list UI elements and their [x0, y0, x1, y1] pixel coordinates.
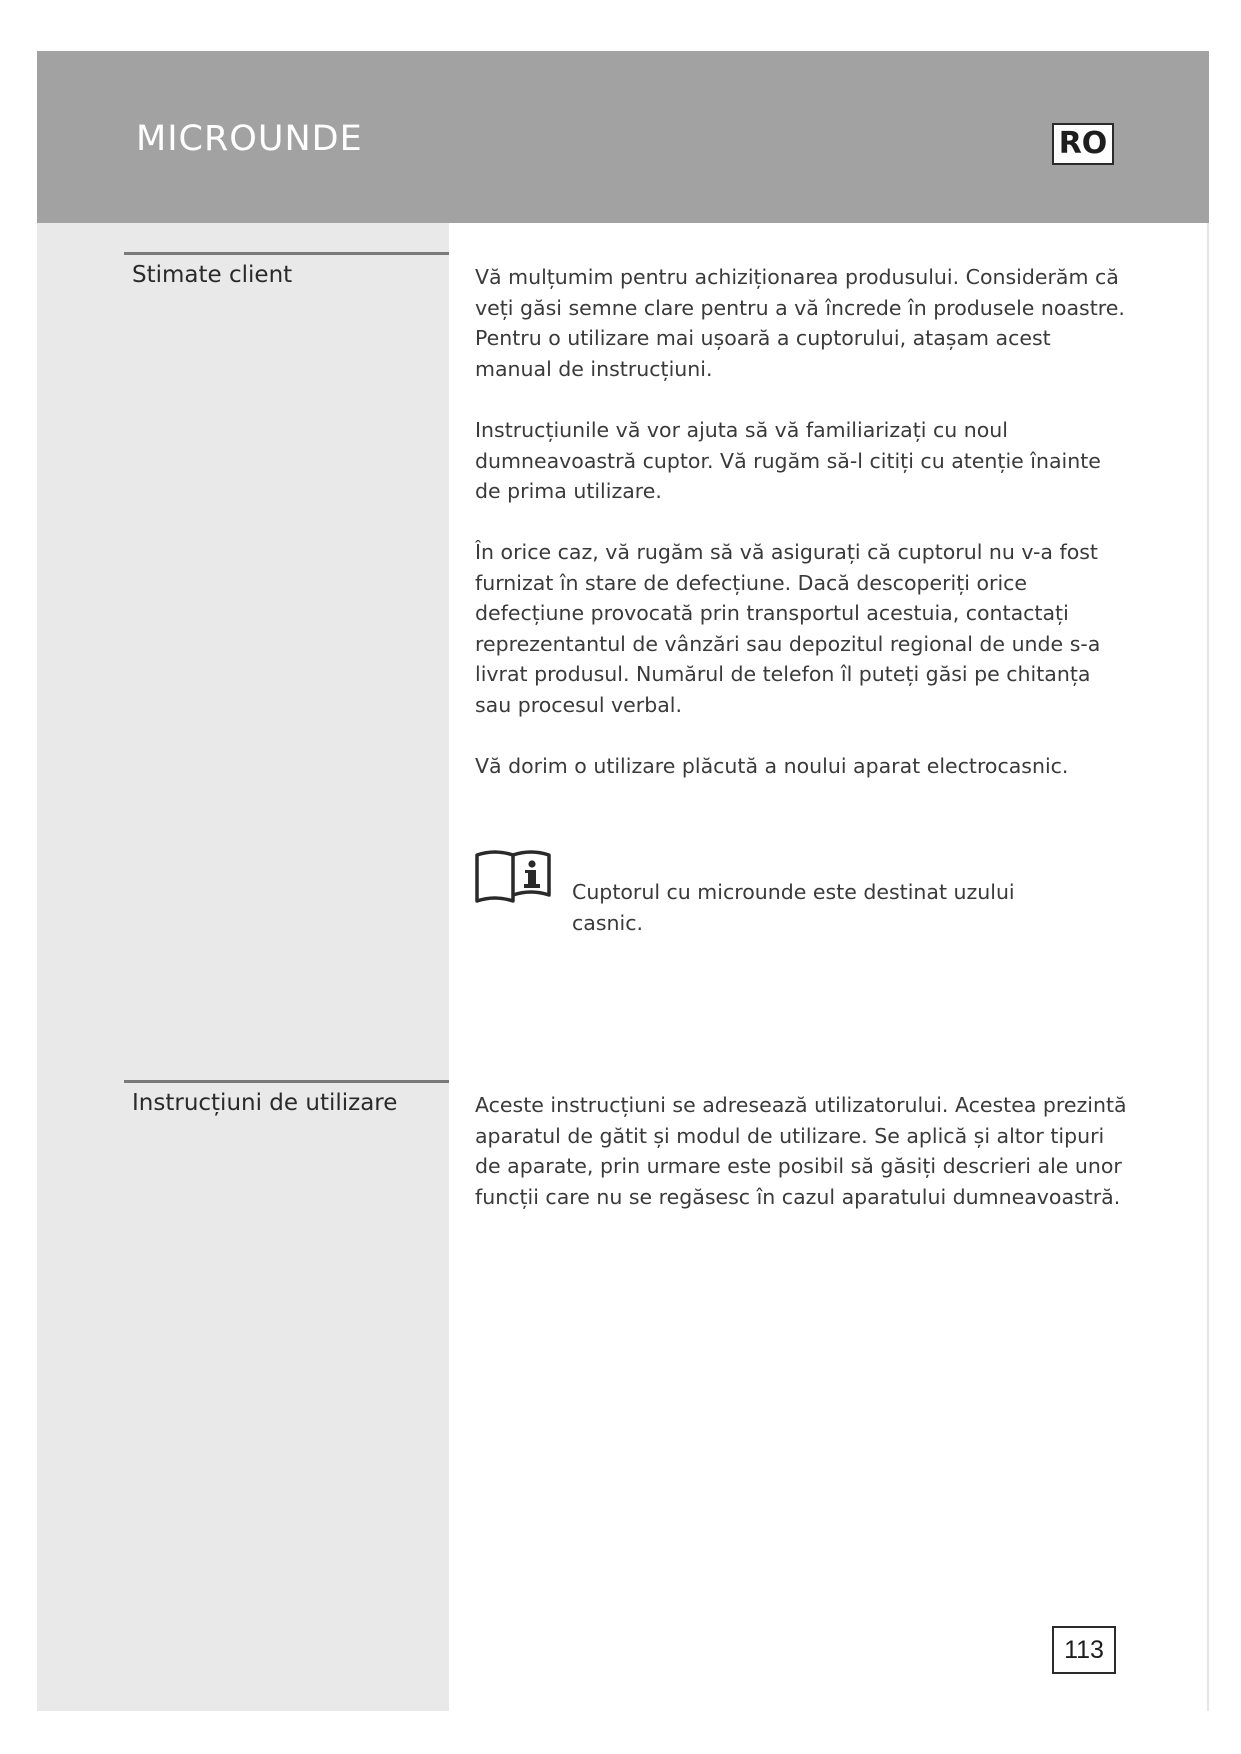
header-band: [37, 51, 1209, 223]
usage-paragraph: Aceste instrucțiuni se adresează utilizatorului. Acestea prezintă aparatul de gătit și modul de utilizare. Se aplică și altor tipuri de aparate, prin urmare este posibil să găsiți descrieri ale unor funcții care nu se regăsesc în cazul aparatului dumneavoastră.: [475, 1093, 1127, 1209]
sidebar-column: [37, 223, 449, 1711]
greeting-paragraph-3: În orice caz, vă rugăm să vă asigurați că cuptorul nu v-a fost furnizat în stare de defecțiune. Dacă descoperiți orice defecțiune provocată prin transportul acestuia, contactați reprezentantul de vânzări sau depozitul regional de unde s-a livrat produsul. Numărul de telefon îl puteți găsi pe chitanța sau procesul verbal.: [475, 540, 1101, 717]
page-title: MICROUNDE: [136, 119, 363, 159]
section-divider: [124, 252, 449, 255]
greeting-paragraph-1: Vă mulțumim pentru achiziționarea produsului. Considerăm că veți găsi semne clare pentru a vă încrede în produsele noastre. Pentru o utilizare mai ușoară a cuptorului, atașam acest manual de instrucțiuni.: [475, 265, 1125, 381]
greeting-paragraph-4: Vă dorim o utilizare plăcută a noului aparat electrocasnic.: [475, 754, 1069, 778]
language-badge: RO: [1052, 123, 1114, 165]
greeting-paragraph-2: Instrucțiunile vă vor ajuta să vă familiarizați cu noul dumneavoastră cuptor. Vă rugăm să-l citiți cu atenție înainte de prima utilizare.: [475, 418, 1101, 504]
section-heading-usage: Instrucțiuni de utilizare: [132, 1090, 398, 1116]
manual-info-icon: [475, 845, 555, 905]
section-divider: [124, 1080, 449, 1083]
section-heading-greeting: Stimate client: [132, 262, 293, 288]
info-note: Cuptorul cu microunde este destinat uzului casnic.: [572, 880, 1015, 935]
page-number: 113: [1052, 1626, 1116, 1674]
